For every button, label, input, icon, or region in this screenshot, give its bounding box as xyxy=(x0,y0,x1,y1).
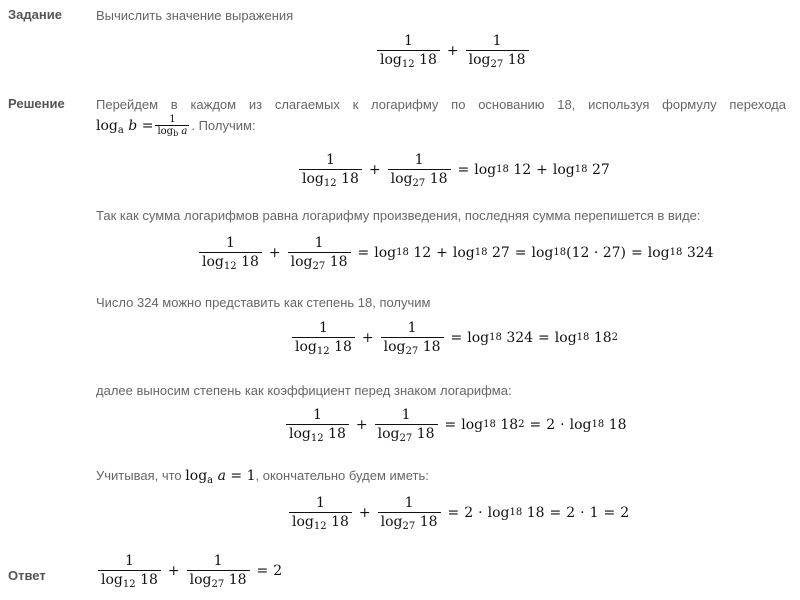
equation-2: $\frac{1}{\log_{12} 18}$ + $\frac{1}{\log_{27} 18}$ = log 18 12 + log 18 27 = log 18 (12 · 27) = log 18 324 xyxy=(197,235,714,271)
solution-step5-line: Учитывая, что $\log_a a = 1$ , окончательно будем иметь: xyxy=(96,468,429,486)
solution-step1-text: Перейдем в каждом из слагаемых к логарифму по основанию 18, используя формулу перехода xyxy=(96,97,786,112)
solution-step2-text: Так как сумма логарифмов равна логарифму произведения, последняя сумма перепишется в виде: xyxy=(96,208,701,223)
solution-step1-formula-line: $\log_a b$ = $\frac{1}{\log_b a}$ . Получим: xyxy=(96,114,256,138)
equation-4: $\frac{1}{\log_{12} 18}$ + $\frac{1}{\log_{27} 18}$ = log 18 18 2 = 2 · log 18 18 xyxy=(284,407,627,443)
transition-formula: $\log_a b$ = xyxy=(96,117,154,136)
equation-1: $\frac{1}{\log_{12} 18}$ + $\frac{1}{\log_{27} 18}$ = log 18 12 + log 18 27 xyxy=(297,152,610,188)
answer-label: Ответ xyxy=(8,568,46,583)
solution-step4-text: далее выносим степень как коэффициент перед знаком логарифма: xyxy=(96,383,512,398)
equation-5: $\frac{1}{\log_{12} 18}$ + $\frac{1}{\log_{27} 18}$ = 2 · log 18 18 = 2 · 1 = 2 xyxy=(287,495,629,531)
equation-3: $\frac{1}{\log_{12} 18}$ + $\frac{1}{\log_{27} 18}$ = log 18 324 = log 18 18 2 xyxy=(290,320,618,356)
task-text: Вычислить значение выражения xyxy=(96,8,294,23)
task-expression: $\frac{1}{\log_{12} 18}$ + $\frac{1}{\log_{27} 18}$ xyxy=(375,33,531,69)
answer-expression: $\frac{1}{\log_{12} 18}$ + $\frac{1}{\log_{27} 18}$ = 2 xyxy=(96,553,282,589)
solution-label: Решение xyxy=(8,96,65,111)
solution-step3-text: Число 324 можно представить как степень 18, получим xyxy=(96,295,431,310)
task-label: Задание xyxy=(8,7,62,22)
